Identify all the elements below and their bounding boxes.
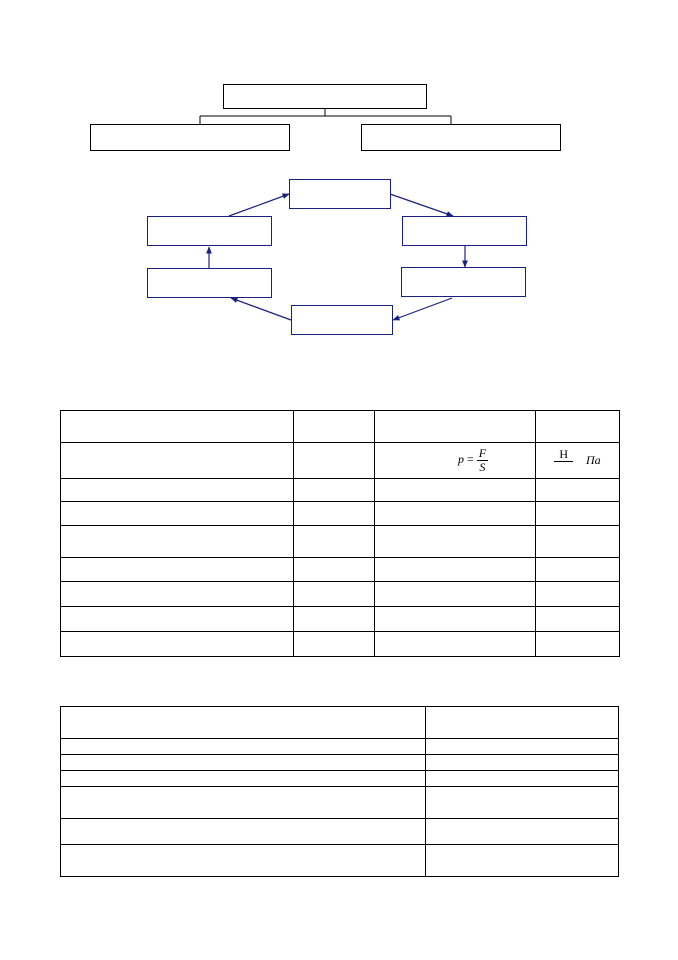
unit-pascal: Па <box>586 452 601 467</box>
table-cell <box>536 582 620 607</box>
table-cell <box>426 739 619 755</box>
table-row <box>61 819 619 845</box>
formula-denominator: S <box>479 460 486 474</box>
table-row <box>61 632 620 657</box>
table-cell <box>61 819 426 845</box>
table-row <box>61 479 620 502</box>
table-cell <box>294 443 375 479</box>
table-cell <box>61 526 294 558</box>
quantities-table <box>60 410 620 657</box>
cycle-box-left-upper <box>147 216 272 246</box>
table-cell <box>375 411 536 443</box>
table-cell <box>294 582 375 607</box>
table-cell <box>426 819 619 845</box>
table-cell <box>294 558 375 582</box>
cycle-box-right-lower <box>401 267 526 297</box>
table-cell <box>61 845 426 877</box>
table-cell <box>61 707 426 739</box>
table-row <box>61 771 619 787</box>
table-row <box>61 739 619 755</box>
table-row <box>61 607 620 632</box>
formula-eq: = <box>466 452 474 467</box>
table-cell <box>426 771 619 787</box>
table-cell <box>61 787 426 819</box>
second-table <box>60 706 619 877</box>
table-cell <box>61 502 294 526</box>
cycle-arrow-bottom-right <box>393 298 452 320</box>
table-cell <box>426 845 619 877</box>
table-cell <box>375 582 536 607</box>
table-cell <box>61 558 294 582</box>
formula-numerator: F <box>478 446 487 460</box>
table-row <box>61 411 620 443</box>
table-row <box>61 526 620 558</box>
table-cell <box>536 632 620 657</box>
table-cell <box>61 582 294 607</box>
cycle-box-left-lower <box>147 268 272 298</box>
table-cell <box>294 479 375 502</box>
cycle-arrow-top-left <box>229 194 289 216</box>
table-row <box>61 558 620 582</box>
table-row <box>61 787 619 819</box>
table-cell <box>294 502 375 526</box>
table-cell <box>375 526 536 558</box>
cycle-box-top <box>289 179 391 209</box>
formula-fraction <box>477 447 488 474</box>
table-cell <box>375 502 536 526</box>
table-cell <box>536 558 620 582</box>
cycle-arrow-top-right <box>390 194 453 216</box>
table-cell <box>426 755 619 771</box>
table-cell <box>61 479 294 502</box>
table-cell <box>294 526 375 558</box>
formula-lhs: p <box>457 452 464 467</box>
table-cell <box>61 411 294 443</box>
table-cell <box>536 479 620 502</box>
table-row <box>61 502 620 526</box>
cycle-arrow-bottom-left <box>231 298 291 320</box>
table-cell <box>375 607 536 632</box>
table-cell <box>426 787 619 819</box>
table-cell <box>536 607 620 632</box>
table-cell <box>294 411 375 443</box>
table-row <box>61 845 619 877</box>
table-cell <box>61 607 294 632</box>
cycle-box-bottom <box>291 305 393 335</box>
table-row <box>61 582 620 607</box>
pressure-unit <box>536 443 620 479</box>
table-cell <box>61 443 294 479</box>
unit-numerator: Н <box>554 448 573 462</box>
table-cell <box>536 411 620 443</box>
pressure-formula <box>375 443 536 479</box>
table-cell <box>375 558 536 582</box>
table-row <box>61 707 619 739</box>
table-cell <box>294 632 375 657</box>
table-row <box>61 755 619 771</box>
unit-fraction <box>554 448 573 462</box>
table-cell <box>61 739 426 755</box>
cycle-box-right-upper <box>402 216 527 246</box>
table-cell <box>61 755 426 771</box>
table-cell <box>375 479 536 502</box>
table-cell <box>294 607 375 632</box>
table-cell <box>536 526 620 558</box>
table-cell <box>426 707 619 739</box>
table-row <box>61 443 620 479</box>
table-cell <box>375 632 536 657</box>
table-cell <box>536 502 620 526</box>
table-cell <box>61 632 294 657</box>
table-cell <box>61 771 426 787</box>
